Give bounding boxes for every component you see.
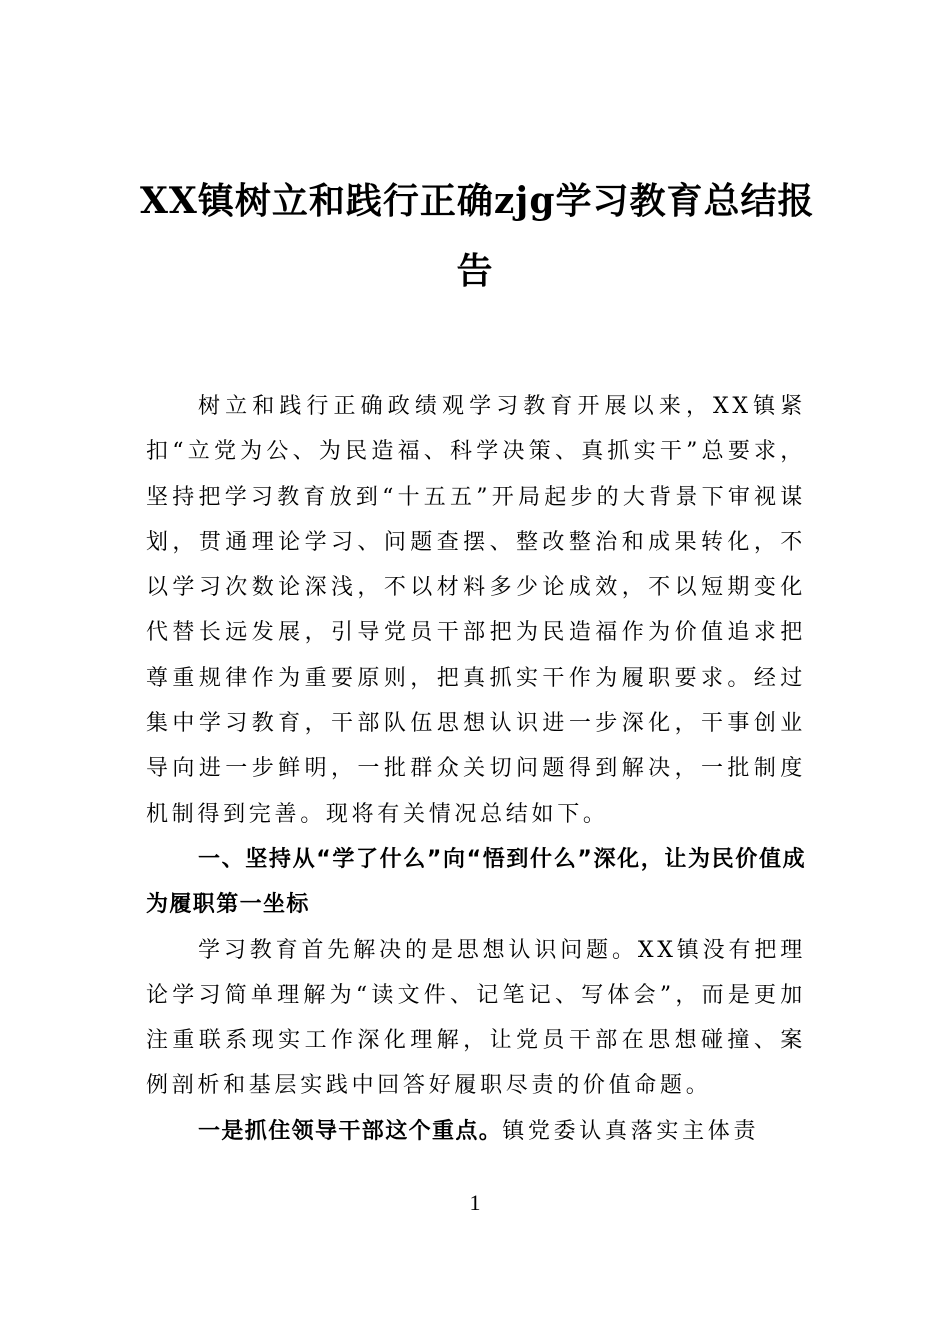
section-heading-1: 一、坚持从“学了什么”向“悟到什么”深化，让为民价值成为履职第一坐标 <box>146 846 806 918</box>
point-body-text: 镇党委认真落实主体责 <box>502 1118 760 1144</box>
point-paragraph-1 <box>146 1109 806 1154</box>
page-number: 1 <box>469 1190 481 1215</box>
document-title <box>140 166 815 306</box>
title-line-2: 告 <box>456 250 494 292</box>
title-line-1: XX镇树立和践行正确zjg学习教育总结报 <box>140 180 815 222</box>
intro-paragraph: 树立和践行正确政绩观学习教育开展以来，XX镇紧扣“立党为公、为民造福、科学决策、真抓实干”总要求，坚持把学习教育放到“十五五”开局起步的大背景下审视谋划，贯通理论学习、问题查摆、整改整治和成果转化，不以学习次数论深浅，不以材料多少论成效，不以短期变化代替长远发展，引导党员干部把为民造福作为价值追求把尊重规律作为重要原则，把真抓实干作为履职要求。经过集中学习教育，干部队伍思想认识进一步深化，干事创业导向进一步鲜明，一批群众关切问题得到解决，一批制度机制得到完善。现将有关情况总结如下。 <box>146 394 806 827</box>
section-1-paragraph: 学习教育首先解决的是思想认识问题。XX镇没有把理论学习简单理解为“读文件、记笔记、写体会”，而是更加注重联系现实工作深化理解，让党员干部在思想碰撞、案例剖析和基层实践中回答好履职尽责的价值命题。 <box>146 937 806 1099</box>
point-lead-text: 一是抓住领导干部这个重点。 <box>198 1118 503 1144</box>
document-body <box>146 384 806 1154</box>
